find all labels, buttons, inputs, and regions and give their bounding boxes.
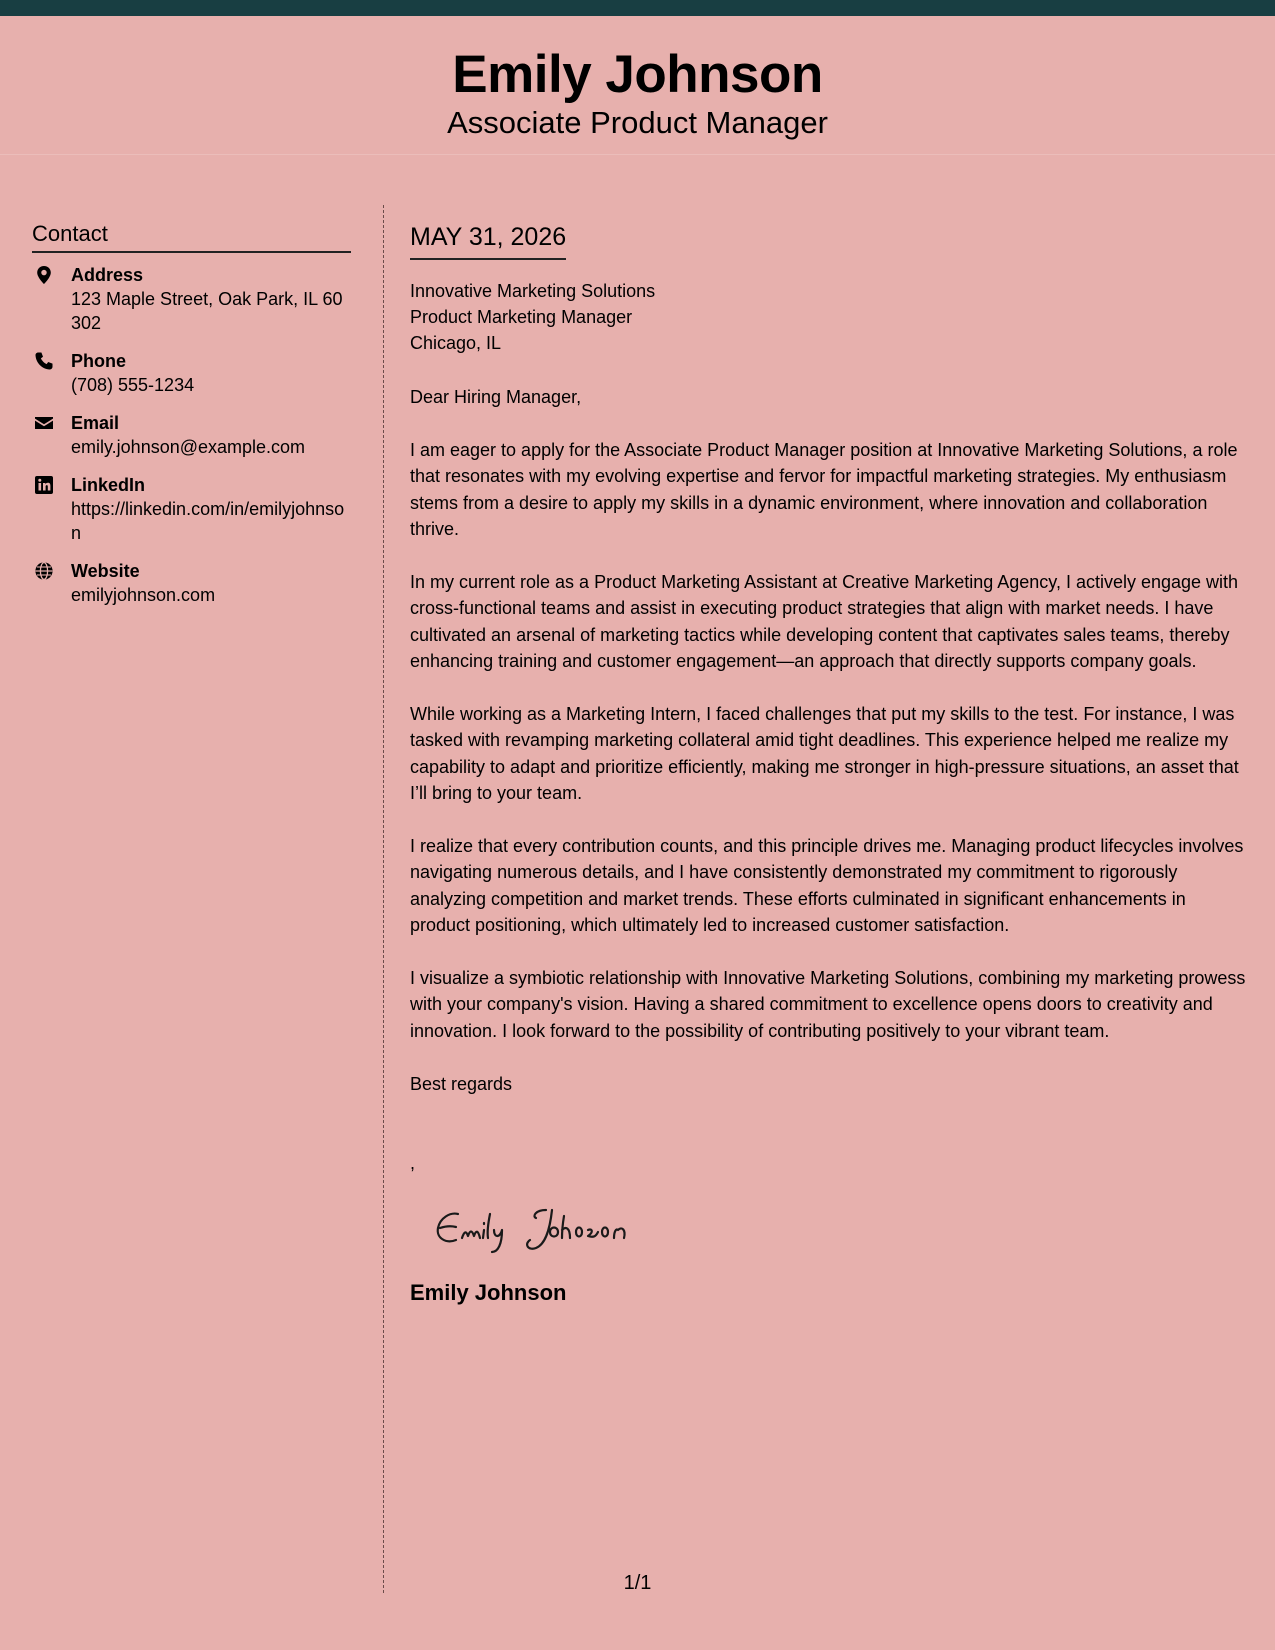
phone-label: Phone [71, 351, 127, 371]
signer-name: Emily Johnson [410, 1280, 567, 1305]
recipient-block [410, 278, 1246, 356]
recipient-position: Product Marketing Manager [410, 307, 633, 327]
phone-value: (708) 555-1234 [71, 375, 195, 395]
contact-address [32, 263, 351, 335]
page-number: 1/1 [623, 1572, 652, 1594]
linkedin-label: LinkedIn [71, 475, 146, 495]
email-label: Email [71, 413, 120, 433]
contact-email [32, 411, 351, 459]
linkedin-icon [34, 475, 54, 495]
contact-title: Contact [32, 220, 351, 253]
letter-body [410, 220, 1246, 1307]
paragraph: I am eager to apply for the Associate Product Manager position at Innovative Marketing Solutions, a role that resonates with my evolving expertise and fervor for impactful marketing strategies. My enthusiasm stems from a desire to apply my skills in a dynamic environment, where innovation and collaboration thrive. [410, 439, 1238, 539]
contact-phone [32, 349, 351, 397]
candidate-role: Associate Product Manager [447, 105, 828, 140]
linkedin-value[interactable]: https://linkedin.com/in/emilyjohnson [71, 499, 345, 543]
address-label: Address [71, 265, 144, 285]
greeting: Dear Hiring Manager, [410, 387, 582, 407]
closing-comma: , [410, 1152, 416, 1173]
handwritten-signature [428, 1200, 668, 1260]
phone-icon [34, 351, 54, 371]
paragraph: I visualize a symbiotic relationship with Innovative Marketing Solutions, combining my marketing prowess with your company's vision. Having a shared commitment to excellence opens doors to creativity and innovation. I look forward to the possibility of contributing positively to your vibrant team. [410, 967, 1246, 1041]
contact-linkedin [32, 473, 351, 545]
website-label: Website [71, 561, 140, 581]
top-accent-bar [0, 0, 1275, 16]
globe-icon [34, 561, 54, 581]
website-value[interactable]: emilyjohnson.com [71, 585, 216, 605]
paragraph: In my current role as a Product Marketing Assistant at Creative Marketing Agency, I actively engage with cross-functional teams and assist in executing product strategies that align with market needs. I have cultivated an arsenal of marketing tactics while developing content that captivates sales teams, thereby enhancing training and customer engagement—an approach that directly supports company goals. [410, 571, 1239, 671]
recipient-location: Chicago, IL [410, 333, 502, 353]
column-divider [383, 205, 384, 1593]
candidate-name: Emily Johnson [452, 45, 823, 104]
map-pin-icon [34, 265, 54, 285]
contact-sidebar [32, 220, 351, 621]
recipient-company: Innovative Marketing Solutions [410, 281, 656, 301]
email-value[interactable]: emily.johnson@example.com [71, 437, 306, 457]
paragraph: I realize that every contribution counts, and this principle drives me. Managing product lifecycles involves navigating numerous details, and I have consistently demonstrated my commitment to rigorously analyzing competition and market trends. These efforts culminated in significant enhancements in product positioning, which ultimately led to increased customer satisfaction. [410, 835, 1244, 935]
address-value: 123 Maple Street, Oak Park, IL 60302 [71, 289, 343, 333]
letter-date: MAY 31, 2026 [410, 220, 566, 260]
contact-website [32, 559, 351, 607]
envelope-icon [34, 413, 54, 433]
closing: Best regards [410, 1074, 513, 1094]
paragraph: While working as a Marketing Intern, I faced challenges that put my skills to the test. For instance, I was tasked with revamping marketing collateral amid tight deadlines. This experience helped me realize my capability to adapt and prioritize efficiently, making me stronger in high-pressure situations, an asset that I’ll bring to your team. [410, 703, 1239, 803]
header [0, 16, 1275, 155]
